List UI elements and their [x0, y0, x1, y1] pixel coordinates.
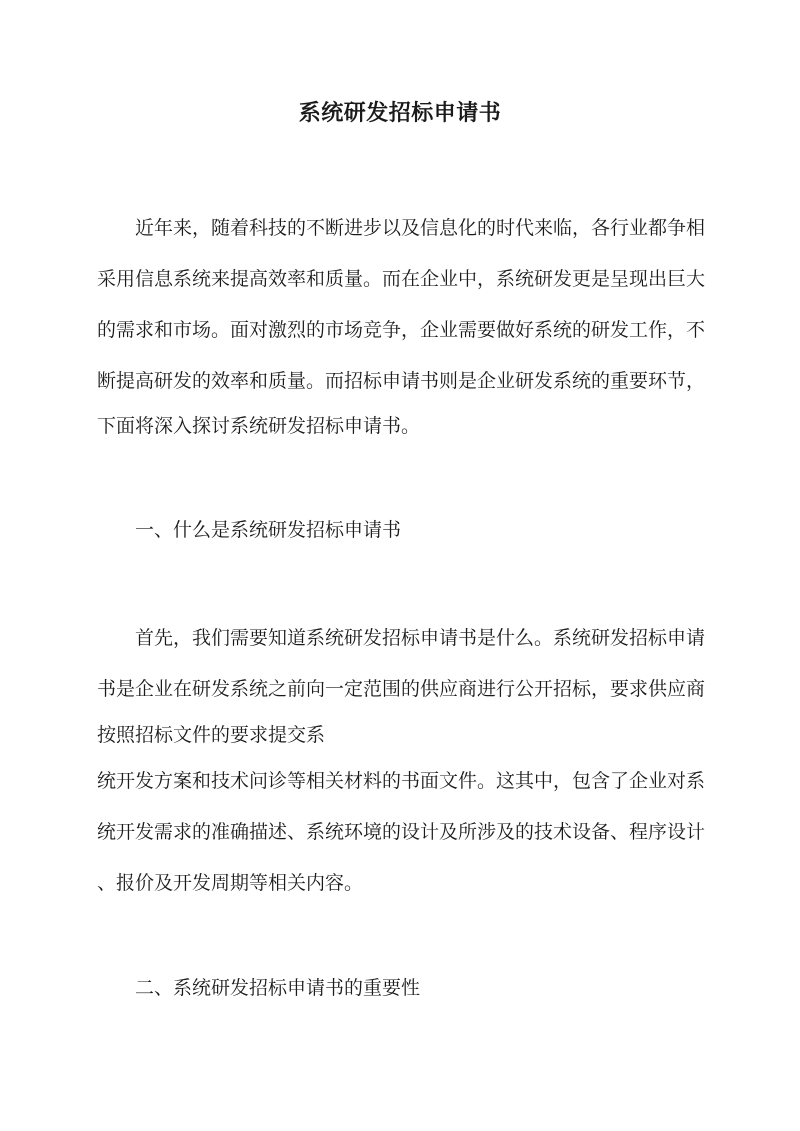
section-1-heading: 一、什么是系统研发招标申请书 [135, 519, 402, 541]
section-1-line-2: 书是企业在研发系统之前向一定范围的供应商进行公开招标，要求供应商 [97, 678, 706, 700]
intro-line-5: 下面将深入探讨系统研发招标申请书。 [97, 415, 421, 437]
intro-line-3: 的需求和市场。面对激烈的市场竞争，企业需要做好系统的研发工作，不 [97, 319, 706, 341]
section-1-line-5: 统开发需求的准确描述、系统环境的设计及所涉及的技术设备、程序设计 [97, 821, 706, 843]
document-title: 系统研发招标申请书 [298, 100, 502, 126]
intro-line-1: 近年来，随着科技的不断进步以及信息化的时代来临，各行业都争相 [135, 217, 706, 239]
intro-line-4: 断提高研发的效率和质量。而招标申请书则是企业研发系统的重要环节， [97, 370, 706, 392]
section-1-line-6: 、报价及开发周期等相关内容。 [97, 872, 364, 894]
intro-line-2: 采用信息系统来提高效率和质量。而在企业中，系统研发更是呈现出巨大 [97, 268, 706, 290]
section-1-line-1: 首先，我们需要知道系统研发招标申请书是什么。系统研发招标申请 [135, 627, 706, 649]
section-1-line-4: 统开发方案和技术问诊等相关材料的书面文件。这其中，包含了企业对系 [97, 770, 706, 792]
section-1-line-3: 按照招标文件的要求提交系 [97, 724, 326, 746]
section-2-heading: 二、系统研发招标申请书的重要性 [135, 977, 421, 999]
